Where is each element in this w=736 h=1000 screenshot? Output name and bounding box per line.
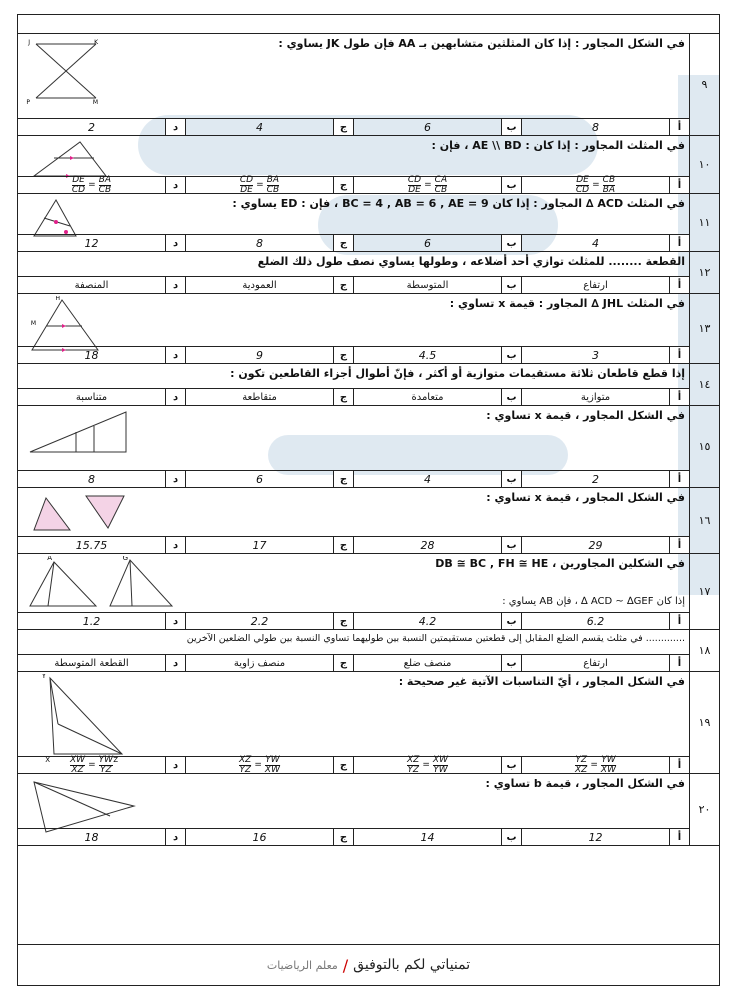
question-body [18,194,689,251]
question-body [18,774,689,845]
choice-option[interactable] [185,754,333,775]
choice-label-b: ب [501,389,521,405]
choice-label-b: ب [501,119,521,135]
question-body [18,488,689,553]
choice-label-c: ج [333,471,353,487]
choice-option[interactable]: 6 [353,119,501,135]
question-body [18,252,689,293]
choice-option[interactable]: القطعة المتوسطة [54,657,129,669]
right-triangle-icon [26,408,136,462]
choice-option[interactable]: متناسبة [75,391,108,403]
choice-label-a: أ [669,613,689,629]
choice-label-c: ج [333,537,353,553]
choice-label-c: ج [333,277,353,293]
choice-label-a: أ [669,177,689,193]
question-body [18,672,689,773]
question-text: في المثلث JHL ∆ المجاور : قيمة x تساوي : [449,297,685,310]
question-number: ١٨ [689,630,719,671]
choice-option[interactable]: 15.75 [75,538,108,552]
proportion: $\frac{DE}{CD}$ = $\frac{CB}{BA}$ [575,174,616,195]
proportion: $\frac{CD}{DE}$ = $\frac{CA}{CB}$ [407,174,448,195]
question-number: ١٠ [689,136,719,193]
exam-page [17,14,720,986]
choice-label-b: ب [501,655,521,671]
choice-option[interactable]: المتوسطة [353,277,501,293]
svg-text:G: G [122,556,128,562]
choice-option[interactable] [18,754,165,775]
choice-option[interactable] [521,174,669,195]
question-number: ١٤ [689,364,719,405]
choice-label-d: د [165,537,185,553]
question-row [18,364,719,406]
choice-label-d: د [165,235,185,251]
question-body [18,364,689,405]
svg-text:A: A [47,556,52,562]
question-text-line2: إذا كان ACD ~ ∆GEF ∆ ، فإن AB يساوي : [502,596,685,607]
question-number: ١٦ [689,488,719,553]
choice-label-c: ج [333,235,353,251]
footer [18,945,719,985]
questions-table [18,33,719,945]
question-row [18,406,719,488]
choice-label-d: د [165,829,185,845]
bisector-triangle-icon [26,674,126,766]
answer-choices [18,828,689,845]
question-row [18,136,719,194]
svg-text:K: K [94,39,98,46]
similar-triangles-icon [26,556,176,616]
question-row [18,252,719,294]
choice-option[interactable]: 18 [84,830,99,844]
choice-option[interactable]: العمودية [185,277,333,293]
question-number: ١٩ [689,672,719,773]
answer-choices [18,756,689,773]
choice-label-a: أ [669,235,689,251]
choice-option[interactable]: 6 [185,471,333,487]
question-number: ١٢ [689,252,719,293]
choice-label-b: ب [501,613,521,629]
choice-label-b: ب [501,757,521,773]
choice-label-c: ج [333,389,353,405]
choice-option[interactable]: 4 [521,235,669,251]
question-text: ............. في مثلث يقسم الضلع المقابل إلى قطعتين مستقيمتين النسبة بين طوليهما تساوي النسبة بين طولي الضلعين الآخرين [186,633,685,644]
choice-label-d: د [165,277,185,293]
proportion: $\frac{XZ}{YZ}$ = $\frac{YW}{XW}$ [239,754,280,775]
choice-option[interactable]: 4 [353,471,501,487]
choice-label-c: ج [333,613,353,629]
svg-text:M: M [30,320,36,327]
choice-label-c: ج [333,757,353,773]
question-text: في الشكل المجاور ، أيّ التناسبات الآتية غير صحيحة : [398,675,685,688]
choice-option[interactable]: 6 [353,235,501,251]
choice-label-c: ج [333,347,353,363]
choice-option[interactable]: 18 [84,348,99,362]
question-row [18,194,719,252]
question-row [18,774,719,846]
question-number: ١٣ [689,294,719,363]
choice-option[interactable]: 6.2 [521,613,669,629]
answer-choices [18,234,689,251]
choice-option[interactable]: 3 [521,347,669,363]
choice-option[interactable]: 4 [185,119,333,135]
proportion: $\frac{CD}{DE}$ = $\frac{BA}{CB}$ [239,174,280,195]
choice-label-a: أ [669,119,689,135]
question-text: في المثلث المجاور : إذا كان : AE \\ BD ، فإن : [431,139,685,152]
choice-label-d: د [165,389,185,405]
question-body [18,136,689,193]
choice-label-c: ج [333,829,353,845]
choice-option[interactable]: متعامدة [353,389,501,405]
choice-option[interactable] [521,754,669,775]
choice-option[interactable]: 9 [185,347,333,363]
bowtie-icon [26,36,116,110]
proportion: $\frac{DE}{CD}$ = $\frac{BA}{CB}$ [71,174,112,195]
choice-option[interactable] [353,174,501,195]
proportion: $\frac{XZ}{YZ}$ = $\frac{XW}{YW}$ [407,754,448,775]
choice-label-b: ب [501,347,521,363]
question-row [18,554,719,630]
choice-label-d: د [165,471,185,487]
choice-option[interactable]: 2.2 [185,613,333,629]
answer-choices [18,654,689,671]
choice-label-a: أ [669,347,689,363]
svg-text:M: M [92,99,98,106]
question-row [18,34,719,136]
question-row [18,630,719,672]
choice-option[interactable]: 2 [88,120,95,134]
choice-option[interactable]: متقاطعة [185,389,333,405]
choice-label-d: د [165,613,185,629]
svg-text:Y: Y [41,674,46,680]
question-number: ١١ [689,194,719,251]
choice-label-a: أ [669,829,689,845]
choice-label-c: ج [333,655,353,671]
choice-label-a: أ [669,389,689,405]
choice-option[interactable]: 16 [185,829,333,845]
question-row [18,294,719,364]
footer-teacher: معلم الرياضيات [266,958,338,972]
choice-option[interactable]: متوازية [521,389,669,405]
question-text: في الشكل المجاور ، قيمة b تساوي : [485,777,685,790]
choice-option[interactable]: ارتفاع [521,277,669,293]
choice-label-a: أ [669,277,689,293]
choice-label-b: ب [501,235,521,251]
question-row [18,488,719,554]
choice-label-a: أ [669,471,689,487]
choice-option[interactable]: 8 [185,235,333,251]
choice-option[interactable] [18,174,165,195]
question-body [18,630,689,671]
choice-label-d: د [165,119,185,135]
answer-choices [18,276,689,293]
choice-option[interactable]: 1.2 [82,614,101,628]
choice-label-b: ب [501,177,521,193]
choice-option[interactable]: 29 [521,537,669,553]
choice-label-c: ج [333,119,353,135]
answer-choices [18,612,689,629]
question-number: ٩ [689,34,719,135]
choice-option[interactable]: 4.5 [353,347,501,363]
choice-option[interactable]: 12 [84,236,99,250]
choice-option[interactable]: المنصفة [74,279,109,291]
choice-option[interactable]: منصف زاوية [185,655,333,671]
choice-option[interactable] [353,754,501,775]
choice-label-d: د [165,177,185,193]
question-text: القطعة ........ للمثلث توازي أحد أضلاعه ، وطولها يساوي نصف طول ذلك الضلع [257,255,685,268]
question-body [18,406,689,487]
choice-option[interactable]: منصف ضلع [353,655,501,671]
question-body [18,294,689,363]
choice-option[interactable]: 8 [88,472,95,486]
choice-option[interactable]: 2 [521,471,669,487]
question-text: في الشكلين المجاورين ، DB ≅ BC , FH ≅ HE [435,557,685,570]
answer-choices [18,118,689,135]
choice-label-b: ب [501,277,521,293]
question-number: ١٥ [689,406,719,487]
choice-option[interactable]: 12 [521,829,669,845]
svg-text:H: H [55,296,60,302]
choice-label-a: أ [669,537,689,553]
answer-choices [18,346,689,363]
choice-option[interactable]: ارتفاع [521,655,669,671]
svg-text:J: J [28,39,30,46]
choice-label-b: ب [501,829,521,845]
choice-option[interactable]: 17 [185,537,333,553]
question-body [18,34,689,135]
question-text: في المثلث ACD ∆ المجاور : إذا كان BC = 4 , AB = 6 , AE = 9 ، فإن : ED يساوي : [232,197,685,210]
choice-option[interactable]: 14 [353,829,501,845]
question-text: في الشكل المجاور ، قيمة x تساوي : [486,409,685,422]
answer-choices [18,536,689,553]
choice-label-b: ب [501,537,521,553]
choice-label-a: أ [669,757,689,773]
svg-text:P: P [26,99,30,106]
question-body [18,554,689,629]
question-row [18,672,719,774]
footer-slash: / [342,955,349,975]
choice-label-d: د [165,757,185,773]
answer-choices [18,388,689,405]
choice-label-b: ب [501,471,521,487]
svg-text:Z: Z [113,756,118,762]
question-text: في الشكل المجاور : إذا كان المثلثين متشابهين بـ AA فإن طول JK يساوي : [278,37,685,50]
question-text: إذا قطع قاطعان ثلاثة مستقيمات متوازية أو أكثر ، فإنّ أطوال أجزاء القاطعين تكون : [230,367,685,380]
answer-choices [18,470,689,487]
choice-option[interactable]: 8 [521,119,669,135]
question-number: ٢٠ [689,774,719,845]
proportion: $\frac{XW}{XZ}$ = $\frac{YW}{YZ}$ [69,754,114,775]
two-triangles-icon [26,490,136,542]
choice-label-d: د [165,347,185,363]
choice-label-d: د [165,655,185,671]
svg-text:X: X [45,756,50,762]
choice-option[interactable] [185,174,333,195]
choice-option[interactable]: 4.2 [353,613,501,629]
question-number: ١٧ [689,554,719,629]
choice-option[interactable]: 28 [353,537,501,553]
footer-wish: تمنياتي لكم بالتوفيق [353,957,471,973]
proportion: $\frac{YZ}{XZ}$ = $\frac{YW}{XW}$ [575,754,616,775]
question-text: في الشكل المجاور ، قيمة x تساوي : [486,491,685,504]
answer-choices [18,176,689,193]
choice-label-a: أ [669,655,689,671]
choice-label-c: ج [333,177,353,193]
